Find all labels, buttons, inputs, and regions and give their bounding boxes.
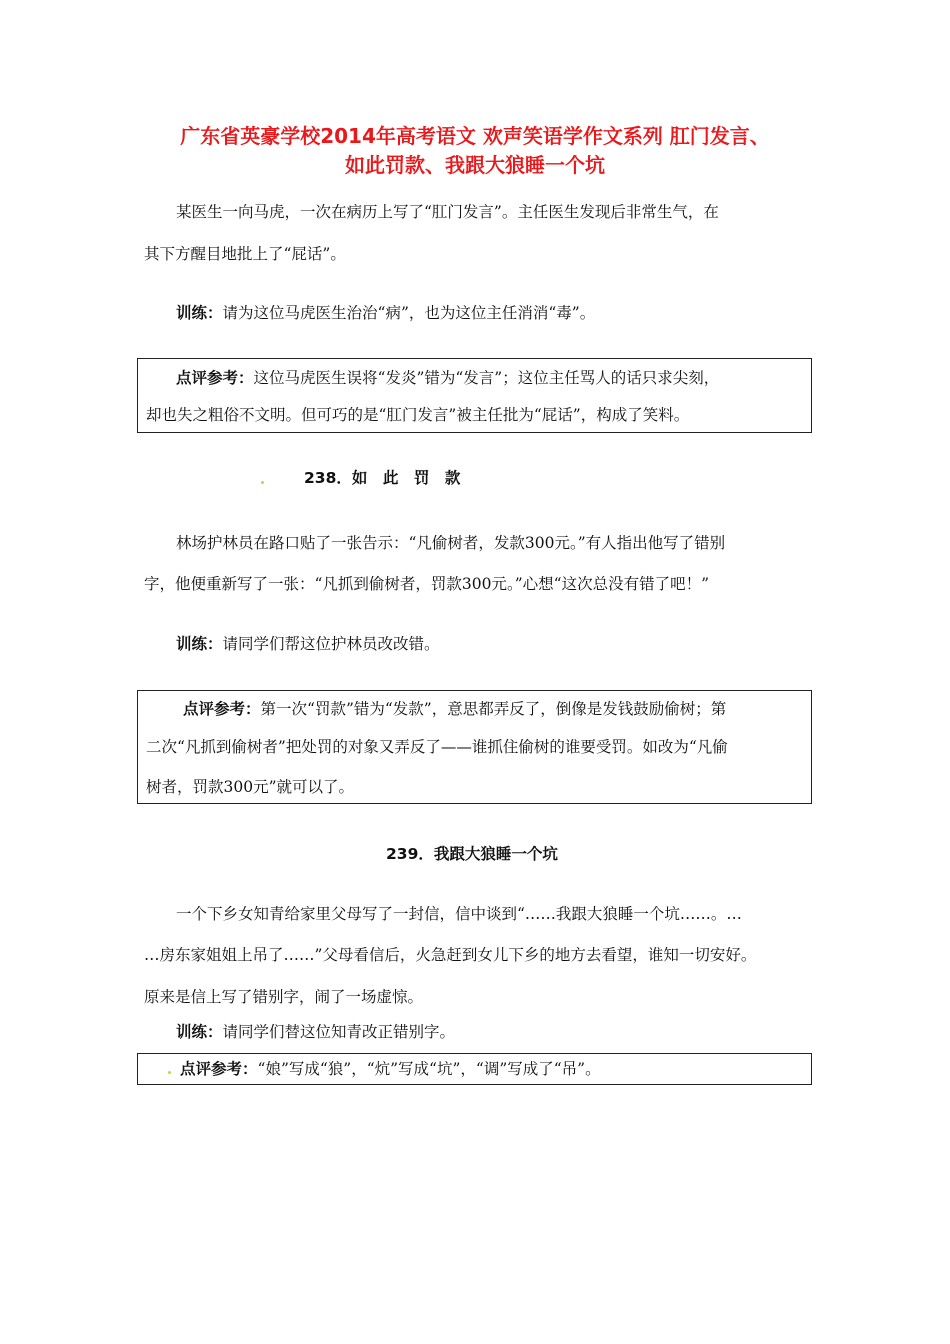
review3-box xyxy=(137,1053,812,1085)
review1-label: 点评参考： xyxy=(176,368,254,387)
story2-line2: 字，他便重新写了一张：“凡抓到偷树者，罚款300元。”心想“这次总没有错了吧！” xyxy=(144,575,710,593)
story3-line2: …房东家姐姐上吊了……”父母看信后，火急赶到女儿下乡的地方去看望，谁知一切安好。 xyxy=(144,946,757,964)
review2-line3: 树者，罚款300元”就可以了。 xyxy=(146,778,355,796)
review3-line1 xyxy=(180,1058,601,1080)
review1-text1: 这位马虎医生误将“发炎”错为“发言”；这位主任骂人的话只求尖刻， xyxy=(253,369,720,387)
review1-line2: 却也失之粗俗不文明。但可巧的是“肛门发言”被主任批为“屁话”，构成了笑料。 xyxy=(146,406,690,424)
review1-box xyxy=(137,358,812,433)
training3 xyxy=(176,1021,455,1043)
review1-line1 xyxy=(176,367,719,389)
section3-heading: 239．我跟大狼睡一个坑 xyxy=(386,845,558,863)
training3-label: 训练： xyxy=(176,1022,223,1041)
review2-label: 点评参考： xyxy=(183,699,261,718)
document-title-line1: 广东省英豪学校2014年高考语文 欢声笑语学作文系列 肛门发言、 xyxy=(180,124,770,148)
review2-box xyxy=(137,690,812,804)
training1-text: 请为这位马虎医生治治“病”，也为这位主任消消“毒”。 xyxy=(222,304,596,322)
decorative-dot xyxy=(261,481,264,484)
training1-label: 训练： xyxy=(176,303,223,322)
story1-line2: 其下方醒目地批上了“屁话”。 xyxy=(144,245,346,263)
training1 xyxy=(176,302,595,324)
decorative-dot xyxy=(168,1071,171,1074)
section2-heading: 238．如 此 罚 款 xyxy=(304,469,461,487)
story3-line1: 一个下乡女知青给家里父母写了一封信，信中谈到“……我跟大狼睡一个坑……。… xyxy=(176,905,742,923)
training2-label: 训练： xyxy=(176,634,223,653)
document-title-line2: 如此罚款、我跟大狼睡一个坑 xyxy=(345,153,605,177)
review2-line2: 二次“凡抓到偷树者”把处罚的对象又弄反了——谁抓住偷树的谁要受罚。如改为“凡偷 xyxy=(146,738,728,756)
story3-line3: 原来是信上写了错别字，闹了一场虚惊。 xyxy=(144,988,424,1006)
training3-text: 请同学们替这位知青改正错别字。 xyxy=(222,1023,456,1041)
training2-text: 请同学们帮这位护林员改改错。 xyxy=(222,635,440,653)
review2-text1: 第一次“罚款”错为“发款”，意思都弄反了，倒像是发钱鼓励偷树；第 xyxy=(260,700,727,718)
training2 xyxy=(176,633,440,655)
review3-text: “娘”写成“狼”，“炕”写成“坑”，“调”写成了“吊”。 xyxy=(257,1060,601,1078)
story1-line1: 某医生一向马虎，一次在病历上写了“肛门发言”。主任医生发现后非常生气，在 xyxy=(176,203,719,221)
story2-line1: 林场护林员在路口贴了一张告示：“凡偷树者，发款300元。”有人指出他写了错别 xyxy=(176,534,726,552)
review2-line1 xyxy=(183,698,726,720)
review3-label: 点评参考： xyxy=(180,1059,258,1078)
